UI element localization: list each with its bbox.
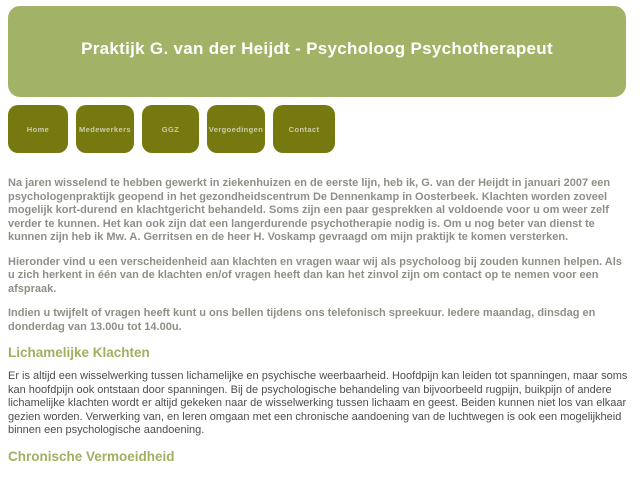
intro-paragraph-klachten: Hieronder vind u een verscheidenheid aan klachten en vragen waar wij als psycholoog bij zouden kunnen helpen. Als u zich herkent in één van de klachten en/of vragen heeft dan kan het zinvol zijn om contact op te nemen voor een afspraak. (8, 255, 622, 295)
section-heading-chronische-vermoeidheid: Chronische Vermoeidheid (8, 448, 175, 464)
nav-button-vergoedingen[interactable]: Vergoedingen (207, 105, 265, 153)
nav-button-home[interactable]: Home (8, 105, 68, 153)
main-navigation (8, 105, 335, 153)
section-body-lichamelijke-klachten: Er is altijd een wisselwerking tussen lichamelijke en psychische weerbaarheid. Hoofdpijn kan leiden tot spanningen, maar soms kan hoofdpijn ook ontstaan door spanningen. Bij de psychologische behandeling van bijvoorbeeld rugpijn, buikpijn of andere lichamelijke klachten wordt er altijd gekeken naar de wisselwerking tussen lichaam en geest. Beiden kunnen niet los van elkaar gezien worden. Verwerking van, en leren omgaan met een chronische aandoening van de luchtwegen is ook een mogelijkheid binnen een psychologische aandoening. (8, 370, 628, 436)
nav-button-medewerkers[interactable]: Medewerkers (76, 105, 134, 153)
main-content (8, 177, 630, 474)
site-header (8, 6, 626, 97)
section-heading-lichamelijke-klachten: Lichamelijke Klachten (8, 345, 150, 360)
intro-paragraph-spreekuur: Indien u twijfelt of vragen heeft kunt u ons bellen tijdens ons telefonisch spreekuur. Iedere maandag, dinsdag en donderdag van 13.00u tot 14.00u. (8, 307, 596, 333)
intro-paragraph-practice: Na jaren wisselend te hebben gewerkt in ziekenhuizen en de eerste lijn, heb ik, G. van der Heijdt in januari 2007 een psychologenpraktijk geopend in het gezondheidscentrum De Dennenkamp in Oosterbeek. Klachten worden zoveel mogelijk kort-durend en klachtgericht behandeld. Soms zijn een paar gesprekken al voldoende voor u om weer zelf verder te kunnen. Het kan ook zijn dat een langerdurende psychotherapie nodig is. Om u nog beter van dienst te kunnen zijn heb ik Mw. A. Gerritsen en de heer H. Voskamp gevraagd om mijn praktijk te komen versterken. (8, 177, 611, 243)
nav-button-contact[interactable]: Contact (273, 105, 335, 153)
nav-button-ggz[interactable]: GGZ (142, 105, 199, 153)
site-title: Praktijk G. van der Heijdt - Psycholoog Psychotherapeut (81, 38, 553, 58)
